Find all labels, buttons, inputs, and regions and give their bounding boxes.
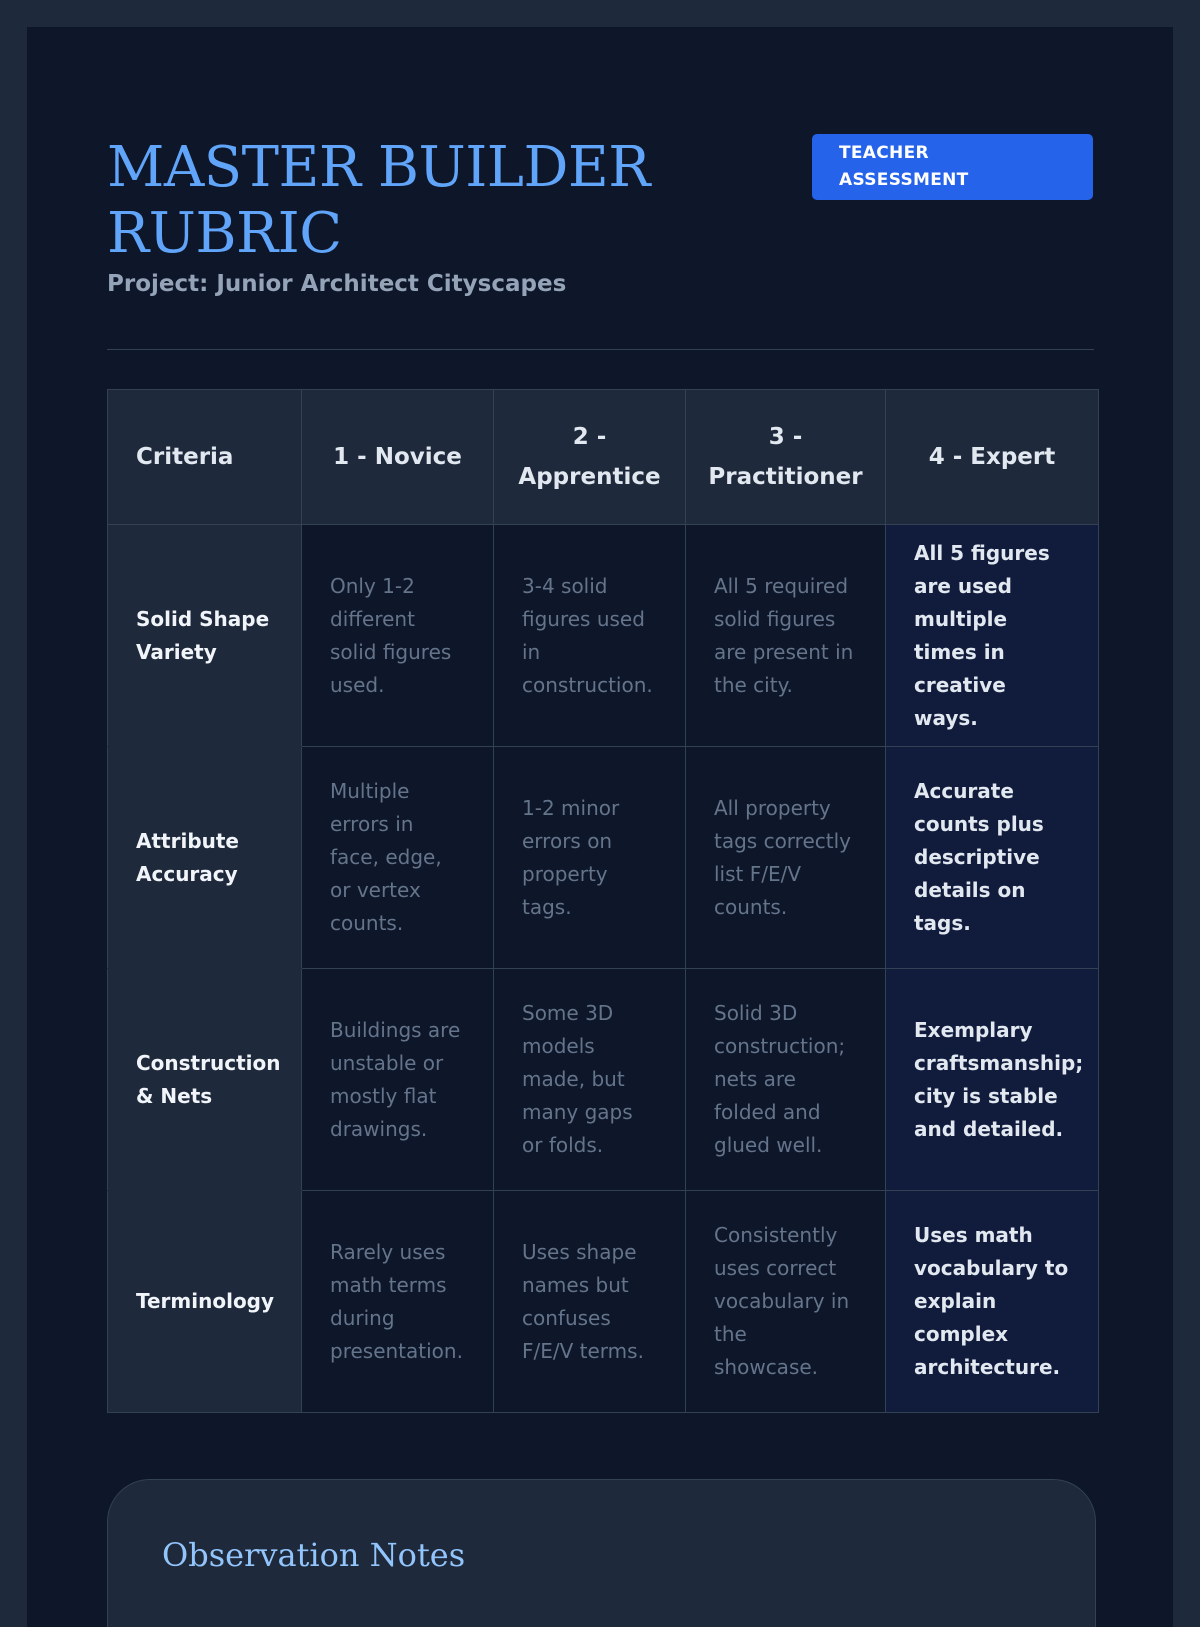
column-header-apprentice: 2 - Apprentice (494, 390, 686, 525)
expert-cell: Uses math vocabulary to explain complex architecture. (886, 1191, 1099, 1413)
apprentice-cell: 3-4 solid figures used in construction. (494, 525, 686, 747)
novice-cell: Buildings are unstable or mostly flat drawings. (302, 969, 494, 1191)
practitioner-cell: Consistently uses correct vocabulary in the showcase. (686, 1191, 886, 1413)
apprentice-cell: 1-2 minor errors on property tags. (494, 747, 686, 969)
page-title: MASTER BUILDER RUBRIC (107, 135, 650, 266)
expert-cell: Exemplary craftsmanship; city is stable and detailed. (886, 969, 1099, 1191)
observation-notes-panel (107, 1479, 1096, 1627)
criteria-cell: Terminology (108, 1191, 302, 1413)
table-row (108, 747, 1099, 969)
novice-cell: Only 1-2 different solid figures used. (302, 525, 494, 747)
table-row (108, 1191, 1099, 1413)
practitioner-cell: All 5 required solid figures are present in the city. (686, 525, 886, 747)
expert-cell: Accurate counts plus descriptive details on tags. (886, 747, 1099, 969)
project-subtitle: Project: Junior Architect Cityscapes (107, 271, 567, 297)
column-header-novice: 1 - Novice (302, 390, 494, 525)
expert-cell: All 5 figures are used multiple times in creative ways. (886, 525, 1099, 747)
criteria-cell: Attribute Accuracy (108, 747, 302, 969)
page-header (107, 107, 1094, 350)
teacher-assessment-badge (812, 134, 1093, 200)
apprentice-cell: Some 3D models made, but many gaps or folds. (494, 969, 686, 1191)
rubric-page (27, 27, 1173, 1627)
novice-cell: Rarely uses math terms during presentation. (302, 1191, 494, 1413)
criteria-cell: Solid Shape Variety (108, 525, 302, 747)
rubric-table (107, 389, 1099, 1413)
badge-label: TEACHER ASSESSMENT (839, 143, 969, 190)
column-header-criteria: Criteria (108, 390, 302, 525)
criteria-cell: Construction & Nets (108, 969, 302, 1191)
practitioner-cell: Solid 3D construction; nets are folded and glued well. (686, 969, 886, 1191)
apprentice-cell: Uses shape names but confuses F/E/V terms. (494, 1191, 686, 1413)
column-header-expert: 4 - Expert (886, 390, 1099, 525)
table-header-row (108, 390, 1099, 525)
novice-cell: Multiple errors in face, edge, or vertex counts. (302, 747, 494, 969)
table-row (108, 969, 1099, 1191)
observation-notes-title: Observation Notes (162, 1536, 466, 1574)
practitioner-cell: All property tags correctly list F/E/V counts. (686, 747, 886, 969)
column-header-practitioner: 3 - Practitioner (686, 390, 886, 525)
table-row (108, 525, 1099, 747)
